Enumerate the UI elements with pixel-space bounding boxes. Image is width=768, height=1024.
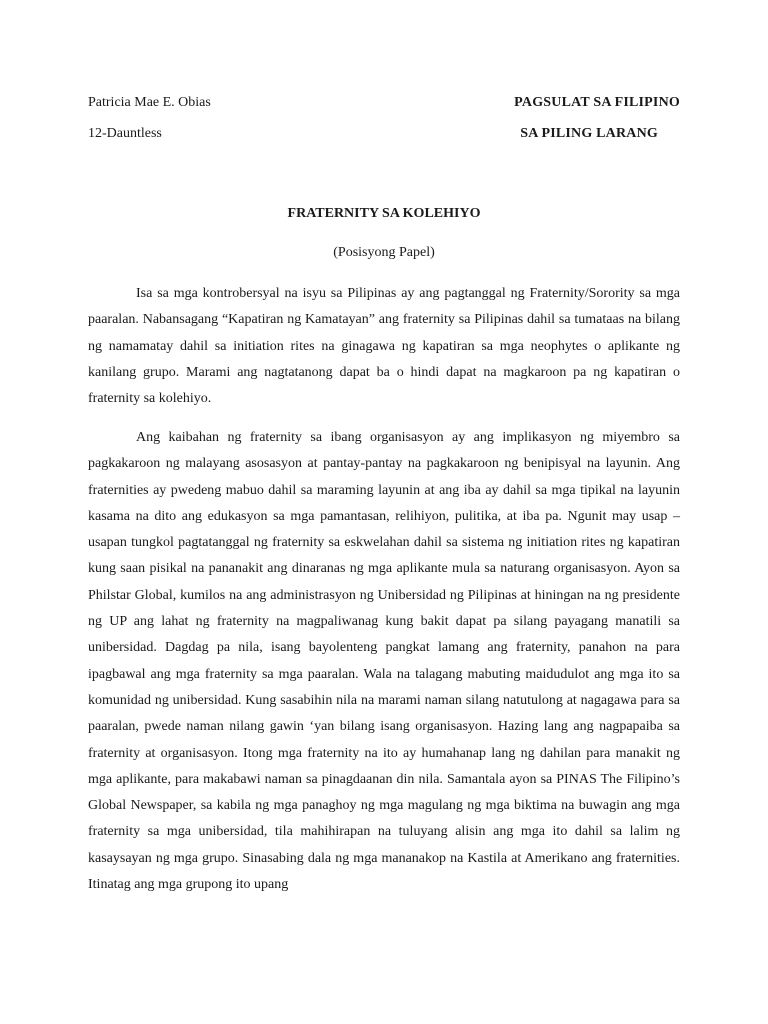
author-name: Patricia Mae E. Obias — [88, 95, 211, 110]
paragraph-2: Ang kaibahan ng fraternity sa ibang organisasyon ay ang implikasyon ng miyembro sa pagkakaroon ng malayang asosasyon at pantay-pantay na pagkakaroon ng benipisyal na layunin. Ang fraternities ay pwedeng mabuo dahil sa maraming layunin at ang iba ay dahil sa mga tipikal na layunin kasama na dito ang edukasyon sa mga pamantasan, relihiyon, pulitika, at iba pa. Ngunit may usap – usapan tungkol pagtatanggal ng fraternity sa eskwelahan dahil sa sistema ng initiation rites ng kapatiran kung saan pisikal na pananakit ang dinaranas ng mga aplikante mula sa naturang organisasyon. Ayon sa Philstar Global, kumilos na ang administrasyon ng Unibersidad ng Pilipinas at hiningan na ng presidente ng UP ang lahat ng fraternity na magpaliwanag kung bakit dapat pa silang payagang manatili sa unibersidad. Dagdag pa nila, isang bayolenteng pangkat lamang ang fraternity, panahon na para ipagbawal ang mga fraternity sa mga paaralan. Wala na talagang mabuting maidudulot ang mga ito sa komunidad ng unibersidad. Kung sasabihin nila na marami naman silang natutulong at nagagawa para sa paaralan, pwede naman nilang gawin ‘yan bilang isang organisasyon. Hazing lang ang nagpapaiba sa fraternity at organisasyon. Itong mga fraternity na ito ay humahanap lang ng dahilan para manakit ng mga aplikante, para makabawi naman sa pinagdaanan din nila. Samantala ayon sa PINAS The Filipino’s Global Newspaper, sa kabila ng mga panaghoy ng mga magulang ng mga biktima na buwagin ang mga fraternity sa mga unibersidad, tila mahihirapan na tuluyang alisin ang mga ito dahil sa lalim ng kasaysayan ng mga grupo. Sinasabing dala ng mga mananakop na Kastila at Amerikano ang fraternities. Itinatag ang mga grupong ito upang — [88, 430, 680, 893]
section-name: 12-Dauntless — [88, 126, 162, 141]
document-subtitle: (Posisyong Papel) — [333, 245, 435, 260]
paragraph-1: Isa sa mga kontrobersyal na isyu sa Pilipinas ay ang pagtanggal ng Fraternity/Sorority sa mga paaralan. Nabansagang “Kapatiran ng Kamatayan” ang fraternity sa Pilipinas dahil sa tumataas na bilang ng namamatay dahil sa initiation rites na ginagawa ng kapatiran sa mga neophytes o aplikante ng kanilang grupo. Marami ang nagtatanong dapat ba o hindi dapat na magkaroon pa ng kapatiran o fraternity sa kolehiyo. — [88, 286, 680, 407]
document-title: FRATERNITY SA KOLEHIYO — [287, 206, 481, 221]
subject-line-1: PAGSULAT SA FILIPINO — [514, 95, 680, 110]
subject-line-2: SA PILING LARANG — [520, 126, 658, 141]
